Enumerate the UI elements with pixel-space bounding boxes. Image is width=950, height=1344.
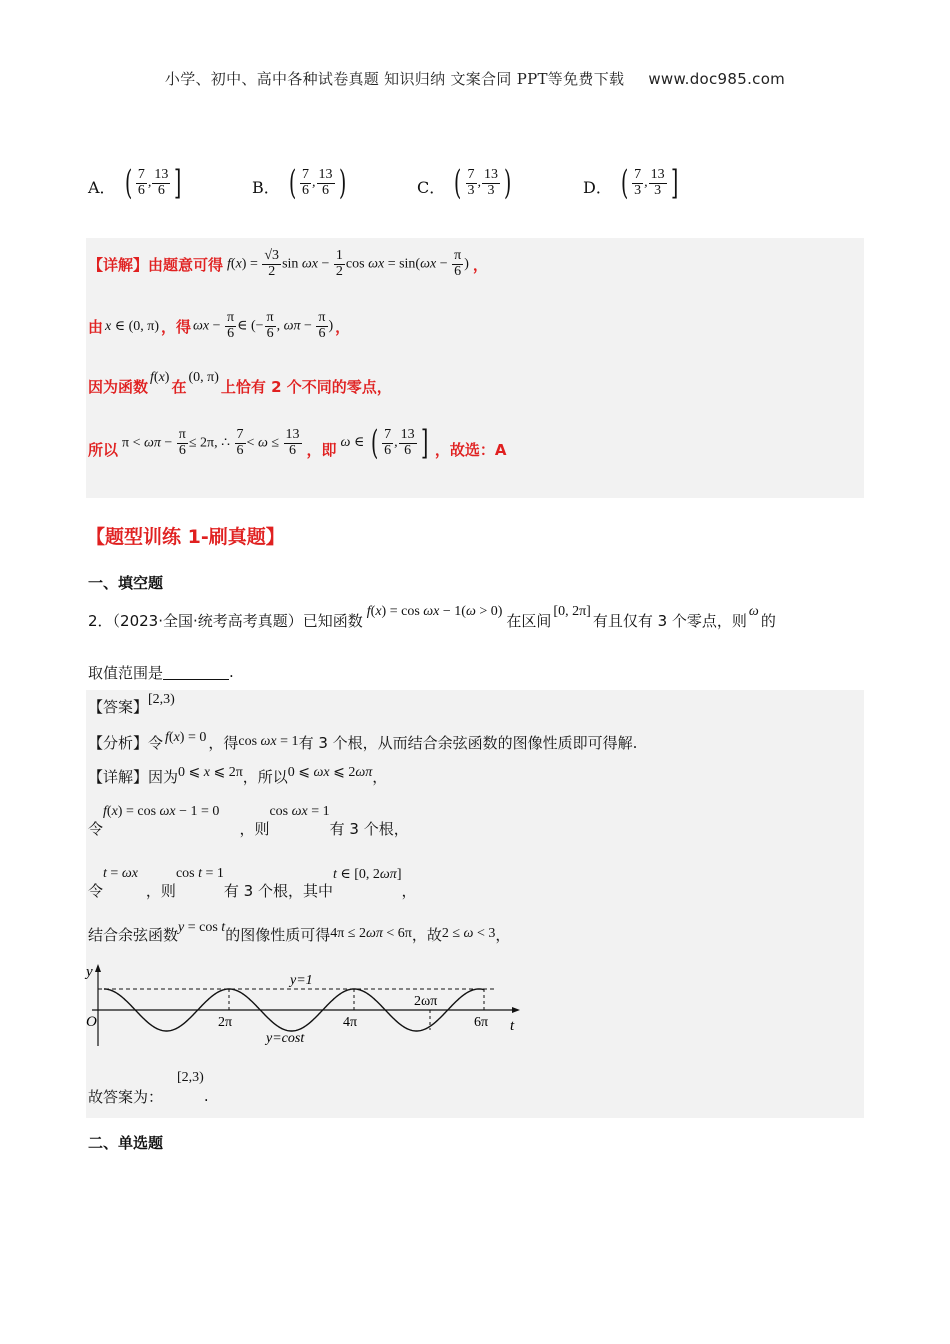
origin-label: O bbox=[86, 1014, 97, 1030]
detail1-line3: 因为函数 f(x) 在 (0, π) 上恰有 2 个不同的零点， bbox=[88, 370, 392, 396]
header-site-link[interactable]: www.doc985.com bbox=[648, 70, 786, 88]
q2-line1: 2．（2023·全国·统考高考真题）已知函数 f(x) = cos ωx − 1(ω > 0) 在区间 [0, 2π] 有且仅有 3 个零点，则 ω 的 bbox=[88, 604, 776, 630]
cosine-graph bbox=[84, 960, 534, 1052]
option-a[interactable]: A． ( $\frac{7}{6}$ , $\frac{13}{6}$ ] bbox=[88, 163, 182, 203]
heading-single-choice: 二、单选题 bbox=[88, 1134, 164, 1152]
t-axis-arrow bbox=[512, 1007, 520, 1013]
y-axis-arrow bbox=[95, 964, 101, 972]
y1-label: y=1 bbox=[290, 973, 313, 988]
option-label: C． bbox=[417, 178, 446, 197]
detail2-line3: 令 t = ωx ，则 cos t = 1 有 3 个根，其中 t ∈ [0, 2ωπ] ， bbox=[88, 866, 417, 900]
option-d[interactable]: D． ( $\frac{7}{3}$ , $\frac{13}{3}$ ] bbox=[583, 163, 678, 203]
tick-label-4pi: 4π bbox=[343, 1015, 358, 1030]
answer-line: 【答案】 [2,3) bbox=[88, 692, 175, 716]
tick-label-2pi: 2π bbox=[218, 1015, 233, 1030]
q2-line2: 取值范围是 . bbox=[88, 663, 234, 682]
detail2-line4: 结合余弦函数 y = cos t 的图像性质可得 4π ≤ 2ωπ < 6π ，故 2 ≤ ω < 3 ， bbox=[88, 920, 511, 944]
solution-box-2 bbox=[86, 690, 864, 1118]
detail2-line2: 令 f(x) = cos ωx − 1 = 0 ，则 cos ωx = 1 有 3 个根， bbox=[88, 804, 409, 838]
detail1-line1: 【详解】由题意可得 f(x) = $\frac{√3}{2}$ sin ωx − $\frac{1}{2}$ cos ωx = sin(ωx − $\frac{\pi}{6}$ ) ， bbox=[88, 247, 488, 279]
t-axis-label: t bbox=[510, 1018, 515, 1034]
detail2-line1: 【详解】因为 0 ⩽ x ⩽ 2π ，所以 0 ⩽ ωx ⩽ 2ωπ ， bbox=[88, 764, 388, 786]
option-c[interactable]: C． ( $\frac{7}{3}$ , $\frac{13}{3}$ ) bbox=[417, 163, 512, 203]
detail1-line4: 所以 π < ωπ − $\frac{\pi}{6}$ ≤ 2π, ∴ $\frac{7}{6}$ < ω ≤ $\frac{13}{6}$ ，即 ω ∈ ( $\frac{7}{6}$ , $\frac{13}{6}$ ] ，故选：A bbox=[88, 423, 507, 463]
section-title: 【题型训练 1-刷真题】 bbox=[86, 526, 285, 548]
tick-label-6pi: 6π bbox=[474, 1015, 489, 1030]
option-label: A． bbox=[88, 178, 116, 197]
analysis-line: 【分析】令 f(x) = 0 ，得 cos ωx = 1 有 3 个根，从而结合余弦函数的图像性质即可得解. bbox=[88, 730, 638, 752]
cost-label: y=cost bbox=[266, 1031, 305, 1046]
y-axis-label: y bbox=[86, 964, 93, 980]
page-header bbox=[0, 68, 950, 89]
tick-label-2wpi: 2ωπ bbox=[414, 994, 438, 1009]
detail1-line2: 由 x ∈ (0, π) ，得 ωx − $\frac{\pi}{6}$ ∈ (− $\frac{\pi}{6}$ , ωπ − $\frac{\pi}{6}$ ) ， bbox=[88, 309, 351, 341]
option-label: B． bbox=[252, 178, 280, 197]
answer-blank[interactable] bbox=[163, 665, 229, 680]
option-b[interactable]: B． ( $\frac{7}{6}$ , $\frac{13}{6}$ ) bbox=[252, 163, 346, 203]
option-label: D． bbox=[583, 178, 612, 197]
header-text: 小学、初中、高中各种试卷真题 知识归纳 文案合同 PPT等免费下载 bbox=[164, 70, 625, 88]
heading-fill-in: 一、填空题 bbox=[88, 574, 164, 592]
final-answer-line: 故答案为： [2,3) . bbox=[88, 1070, 209, 1106]
